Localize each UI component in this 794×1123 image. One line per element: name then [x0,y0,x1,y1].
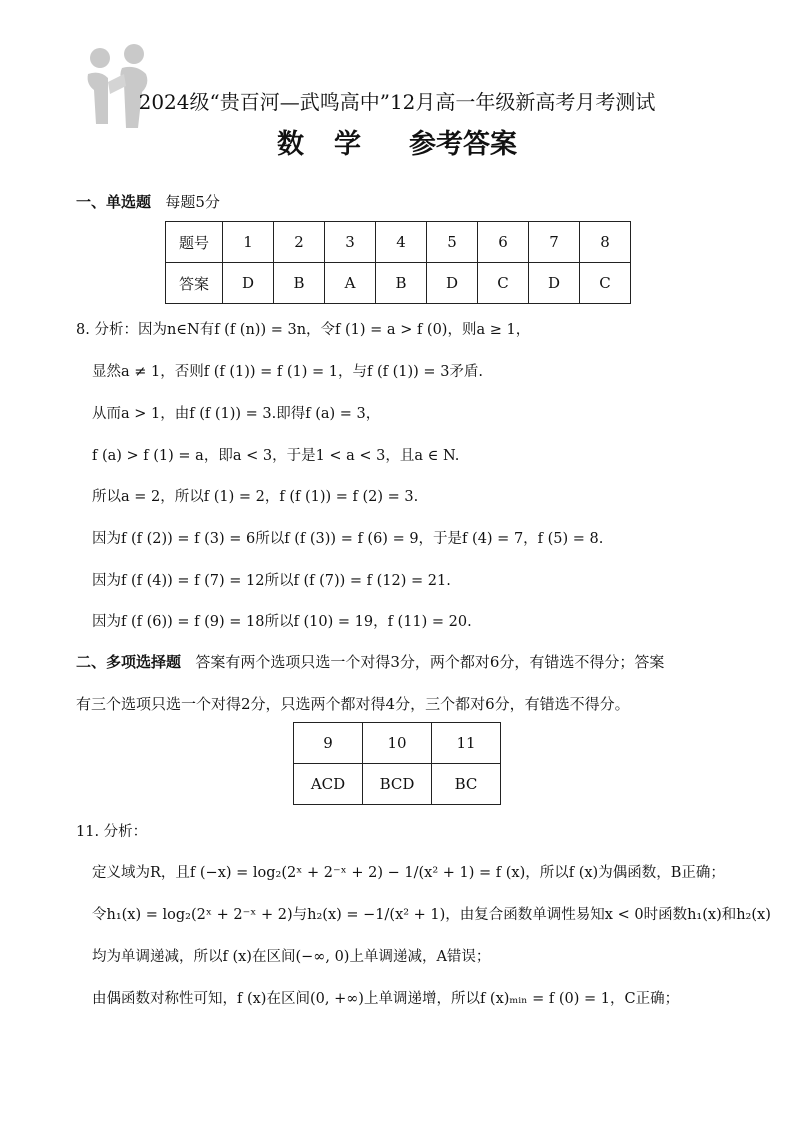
q8-line-7: 因为f (f (4)) = f (7) = 12所以f (f (7)) = f (12) = 21. [92,573,451,589]
single-choice-answer-table [165,221,631,304]
table-row-answers [166,263,631,304]
subject-char-2: 学 [334,129,361,160]
section1-heading-row [76,191,220,212]
q8-line-1: 8. 分析：因为n∈N有f (f (n)) = 3n，令f (1) = a > f (0)，则a ≥ 1， [76,322,531,338]
table-cell: 11 [432,723,501,764]
q11-label: 11. 分析： [76,824,148,840]
answer-key-label: 参考答案 [409,129,517,160]
section1-heading: 一、单选题 [76,193,152,211]
table-cell: 8 [580,222,631,263]
q11-line-2: 令h₁(x) = log₂(2ˣ + 2⁻ˣ + 2)与h₂(x) = −1/(x² + 1)，由复合函数单调性易知x < 0时函数h₁(x)和h₂(x) [92,907,771,923]
table-cell: 6 [478,222,529,263]
table-cell: C [478,263,529,304]
table-cell: BC [432,764,501,805]
table-cell: 4 [376,222,427,263]
page-subtitle [0,122,794,161]
section1-note: 每题5分 [165,193,220,211]
q11-line-3: 均为单调递减，所以f (x)在区间(−∞, 0)上单调递减，A错误； [92,949,491,965]
q8-line-3: 从而a > 1，由f (f (1)) = 3.即得f (a) = 3， [92,406,381,422]
page-title: 2024级“贵百河—武鸣高中”12月高一年级新高考月考测试 [138,90,656,114]
table-cell: 2 [274,222,325,263]
table-cell: 1 [223,222,274,263]
table-cell: 7 [529,222,580,263]
section2-note-1: 答案有两个选项只选一个对得3分，两个都对6分，有错选不得分；答案 [195,653,665,671]
section2-heading: 二、多项选择题 [76,653,182,671]
row-header-number: 题号 [166,222,223,263]
table-cell: D [427,263,478,304]
table-cell: 5 [427,222,478,263]
row-header-answer: 答案 [166,263,223,304]
q8-line-6: 因为f (f (2)) = f (3) = 6所以f (f (3)) = f (6) = 9，于是f (4) = 7，f (5) = 8. [92,531,604,547]
table-cell: ACD [294,764,363,805]
table-cell: BCD [363,764,432,805]
table-cell: B [274,263,325,304]
table-cell: D [223,263,274,304]
table-cell: 3 [325,222,376,263]
table-cell: C [580,263,631,304]
table-row-numbers [166,222,631,263]
table-cell: A [325,263,376,304]
q8-line-5: 所以a = 2，所以f (1) = 2，f (f (1)) = f (2) = 3. [92,489,419,505]
q8-line-8: 因为f (f (6)) = f (9) = 18所以f (10) = 19，f (11) = 20. [92,614,472,630]
table-row-numbers [294,723,501,764]
table-cell: D [529,263,580,304]
q11-line-1: 定义域为R，且f (−x) = log₂(2ˣ + 2⁻ˣ + 2) − 1/(x² + 1) = f (x)，所以f (x)为偶函数，B正确； [92,865,725,881]
section2-note-2: 有三个选项只选一个对得2分，只选两个都对得4分，三个都对6分，有错选不得分。 [76,695,630,713]
section2-heading-row [76,651,664,672]
subject-char-1: 数 [277,129,304,160]
q11-line-4: 由偶函数对称性可知，f (x)在区间(0, +∞)上单调递增，所以f (x)ₘᵢₙ = f (0) = 1，C正确； [92,991,680,1007]
table-cell: 10 [363,723,432,764]
q8-line-4: f (a) > f (1) = a，即a < 3，于是1 < a < 3，且a ∈ N. [92,448,460,464]
multi-choice-answer-table [293,722,501,805]
table-cell: 9 [294,723,363,764]
table-cell: B [376,263,427,304]
q8-line-2: 显然a ≠ 1，否则f (f (1)) = f (1) = 1，与f (f (1)) = 3矛盾. [92,364,484,380]
table-row-answers [294,764,501,805]
